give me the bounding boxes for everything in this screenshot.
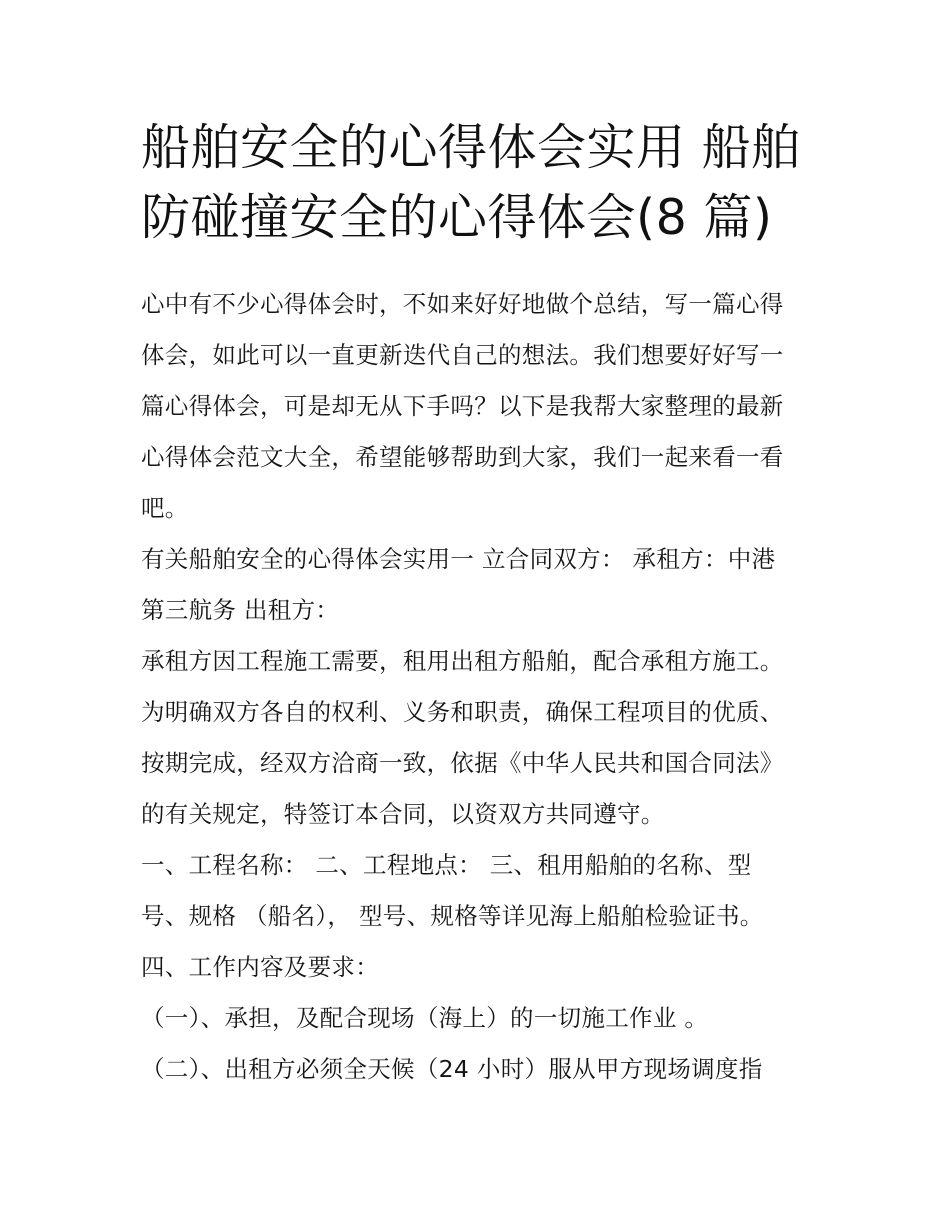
body-line: 按期完成，经双方洽商一致，依据《中华人民共和国合同法》	[141, 749, 784, 777]
body-line: 第三航务 出租方：	[141, 596, 340, 624]
body-line: 篇心得体会，可是却无从下手吗？以下是我帮大家整理的最新	[141, 392, 784, 420]
body-line: 有关船舶安全的心得体会实用一 立合同双方： 承租方：中港	[141, 545, 776, 573]
body-line: 号、规格 （船名）， 型号、规格等详见海上船舶检验证书。	[141, 902, 764, 930]
body-line: 四、工作内容及要求：	[141, 953, 379, 981]
body-line: 一、工程名称： 二、工程地点： 三、租用船舶的名称、型	[141, 851, 752, 879]
body-line: 体会，如此可以一直更新迭代自己的想法。我们想要好好写一	[141, 341, 784, 369]
title-line-2: 防碰撞安全的心得体会(8 篇)	[141, 189, 773, 246]
document-title	[141, 113, 821, 253]
body-line: 承租方因工程施工需要，租用出租方船舶，配合承租方施工。	[141, 647, 784, 675]
document-body	[141, 279, 831, 1095]
body-line: 的有关规定，特签订本合同，以资双方共同遵守。	[141, 800, 665, 828]
body-line: 为明确双方各自的权利、义务和职责，确保工程项目的优质、	[141, 698, 784, 726]
body-line: （一）、承担，及配合现场（海上）的一切施工作业 。	[141, 1004, 709, 1032]
body-line: 心得体会范文大全，希望能够帮助到大家，我们一起来看一看	[141, 443, 784, 471]
body-line: （二）、出租方必须全天候（24 小时）服从甲方现场调度指	[141, 1055, 763, 1083]
title-line-1: 船舶安全的心得体会实用 船舶	[141, 119, 801, 176]
body-line: 心中有不少心得体会时，不如来好好地做个总结，写一篇心得	[141, 290, 784, 318]
body-line: 吧。	[141, 494, 189, 522]
